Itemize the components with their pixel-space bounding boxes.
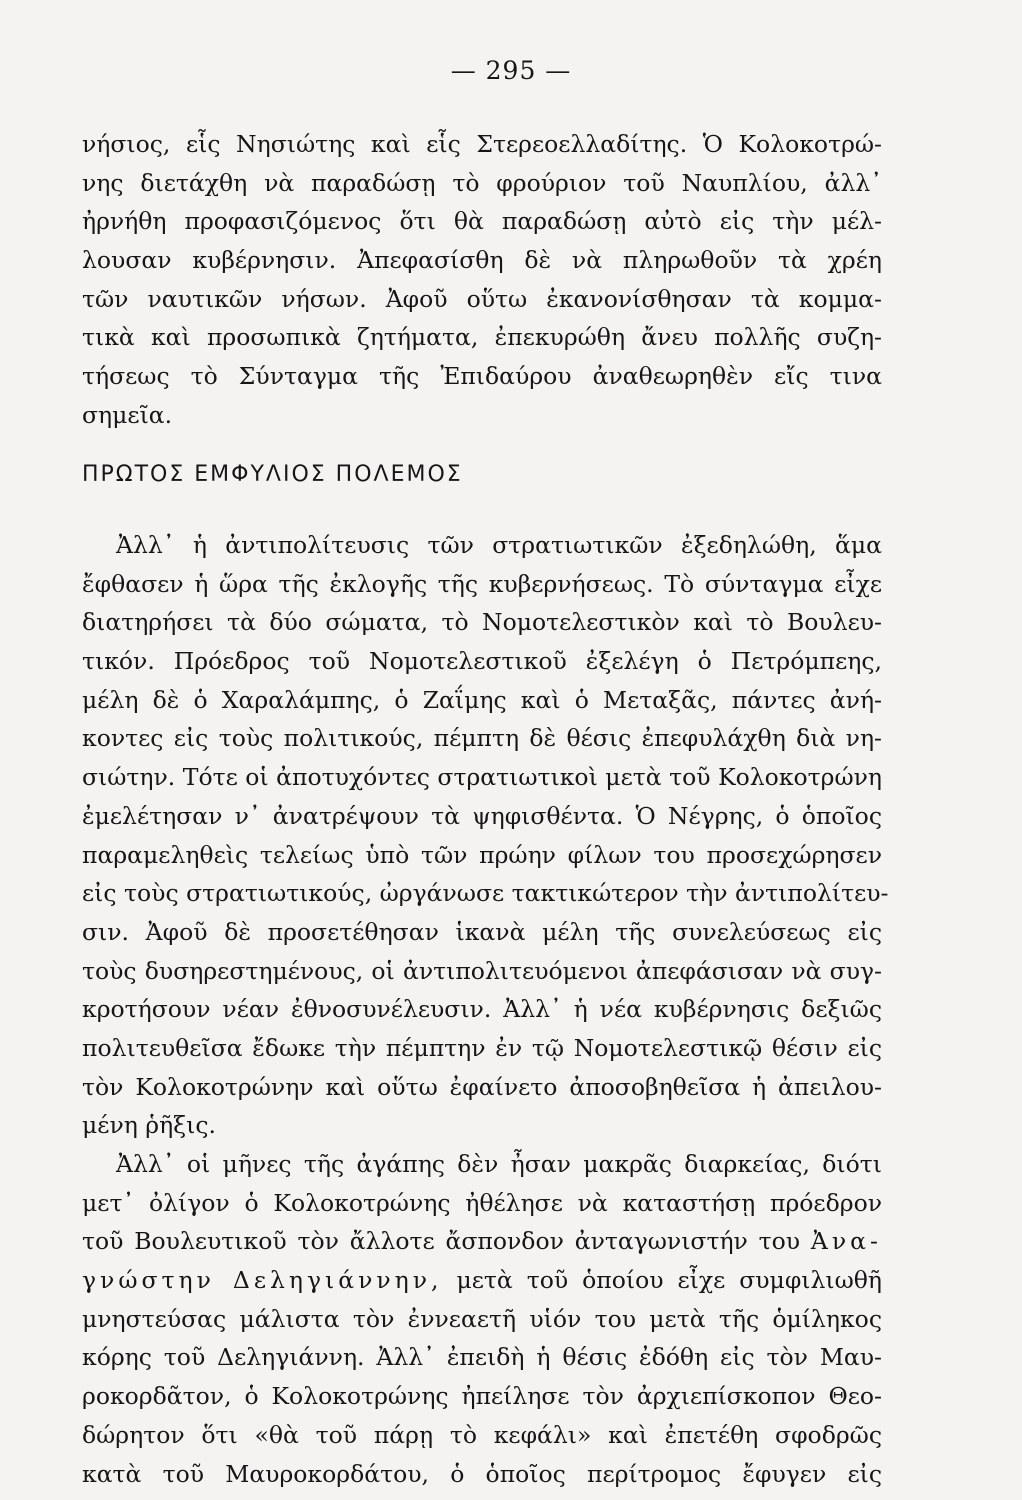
section-body xyxy=(82,526,889,1493)
text-line: λουσαν κυβέρνησιν. Ἀπεφασίσθη δὲ νὰ πληρωθοῦν τὰ χρέη xyxy=(82,246,882,275)
text-line xyxy=(82,1261,882,1300)
text-line: τήσεως τὸ Σύνταγμα τῆς Ἐπιδαύρου ἀναθεωρηθὲν εἴς τινα xyxy=(82,362,882,391)
text-line: σημεῖα. xyxy=(82,400,173,429)
text-line: κόρης τοῦ Δεληγιάννη. Ἀλλ᾿ ἐπειδὴ ἡ θέσις ἐδόθη εἰς τὸν Μαυ- xyxy=(82,1343,882,1372)
text-fragment: μετὰ τοῦ ὁποίου εἶχε συμφιλιωθῆ xyxy=(456,1266,882,1295)
text-fragment: τοῦ Βουλευτικοῦ τὸν ἄλλοτε ἄσπονδον ἀνταγωνιστήν του xyxy=(82,1227,801,1256)
text-line: παραμεληθεὶς τελείως ὑπὸ τῶν πρώην φίλων του προσεχώρησεν xyxy=(82,840,882,869)
text-line: ἠρνήθη προφασιζόμενος ὅτι θὰ παραδώσῃ αὐτὸ εἰς τὴν μέλ- xyxy=(82,207,882,236)
text-line: τικὰ καὶ προσωπικὰ ζητήματα, ἐπεκυρώθη ἄνευ πολλῆς συζη- xyxy=(82,323,882,352)
text-line: διατηρήσει τὰ δύο σώματα, τὸ Νομοτελεστικὸν καὶ τὸ Βουλευ- xyxy=(82,608,882,637)
text-line: Ἀλλ᾿ ἡ ἀντιπολίτευσις τῶν στρατιωτικῶν ἐξεδηλώθη, ἅμα xyxy=(116,531,882,559)
text-line: ἔφθασεν ἡ ὥρα τῆς ἐκλογῆς τῆς κυβερνήσεως. Τὸ σύνταγμα εἶχε xyxy=(82,569,882,598)
text-line: νης διετάχθη νὰ παραδώσῃ τὸ φρούριον τοῦ Ναυπλίου, ἀλλ᾿ xyxy=(82,168,882,197)
text-line: ροκορδᾶτον, ὁ Κολοκοτρώνης ἠπείλησε τὸν ἀρχιεπίσκοπον Θεο- xyxy=(82,1382,882,1411)
text-line: μετ᾿ ὀλίγον ὁ Κολοκοτρώνης ἠθέλησε νὰ καταστήσῃ πρόεδρον xyxy=(82,1188,882,1217)
text-line: μένη ῥῆξις. xyxy=(82,1111,216,1140)
paragraph-continuation xyxy=(82,125,882,435)
text-line: τῶν ναυτικῶν νήσων. Ἀφοῦ οὕτω ἐκανονίσθησαν τὰ κομμα- xyxy=(82,284,882,313)
text-line xyxy=(82,1222,882,1261)
page-number: — 295 — xyxy=(450,56,572,85)
text-line: τοὺς δυσηρεστημένους, οἱ ἀντιπολιτευόμενοι ἀπεφάσισαν νὰ συγ- xyxy=(82,956,882,985)
text-line: τικόν. Πρόεδρος τοῦ Νομοτελεστικοῦ ἐξελέγη ὁ Πετρόμπεης, xyxy=(82,647,882,676)
text-line: κοντες εἰς τοὺς πολιτικούς, πέμπτη δὲ θέσις ἐπεφυλάχθη διὰ νη- xyxy=(82,724,882,753)
text-line: Ἀλλ᾿ οἱ μῆνες τῆς ἀγάπης δὲν ἦσαν μακρᾶς διαρκείας, διότι xyxy=(116,1150,882,1178)
text-line: δώρητον ὅτι «θὰ τοῦ πάρῃ τὸ κεφάλι» καὶ ἐπετέθη σφοδρῶς xyxy=(82,1420,882,1449)
section-heading: ΠΡΩΤΟΣ ΕΜΦΥΛΙΟΣ ΠΟΛΕΜΟΣ xyxy=(82,462,463,487)
text-line: ἐμελέτησαν ν᾿ ἀνατρέψουν τὰ ψηφισθέντα. Ὁ Νέγρης, ὁ ὁποῖος xyxy=(82,801,882,830)
spaced-name: Ἀνα- xyxy=(810,1227,882,1256)
text-line: νήσιος, εἷς Νησιώτης καὶ εἷς Στερεοελλαδίτης. Ὁ Κολοκοτρώ- xyxy=(82,130,882,158)
text-line: σιώτην. Τότε οἱ ἀποτυχόντες στρατιωτικοὶ μετὰ τοῦ Κολοκοτρώνη xyxy=(82,763,882,792)
spaced-name: γνώστην Δεληγιάννην, xyxy=(82,1266,443,1295)
text-line: κροτήσουν νέαν ἐθνοσυνέλευσιν. Ἀλλ᾿ ἡ νέα κυβέρνησις δεξιῶς xyxy=(82,995,882,1024)
text-line: σιν. Ἀφοῦ δὲ προσετέθησαν ἱκανὰ μέλη τῆς συνελεύσεως εἰς xyxy=(82,917,882,946)
text-line: μνηστεύσας μάλιστα τὸν ἐννεαετῆ υἱόν του μετὰ τῆς ὁμίληκος xyxy=(82,1304,882,1333)
text-line: τὸν Κολοκοτρώνην καὶ οὕτω ἐφαίνετο ἀποσοβηθεῖσα ἡ ἀπειλου- xyxy=(82,1072,882,1101)
text-line: πολιτευθεῖσα ἔδωκε τὴν πέμπτην ἐν τῷ Νομοτελεστικῷ θέσιν εἰς xyxy=(82,1033,882,1062)
text-line: μέλη δὲ ὁ Χαραλάμπης, ὁ Ζαΐμης καὶ ὁ Μεταξᾶς, πάντες ἀνή- xyxy=(82,685,882,714)
text-line: εἰς τοὺς στρατιωτικούς, ὠργάνωσε τακτικώτερον τὴν ἀντιπολίτευ- xyxy=(82,879,889,908)
text-line: κατὰ τοῦ Μαυροκορδάτου, ὁ ὁποῖος περίτρομος ἔφυγεν εἰς xyxy=(82,1459,882,1488)
